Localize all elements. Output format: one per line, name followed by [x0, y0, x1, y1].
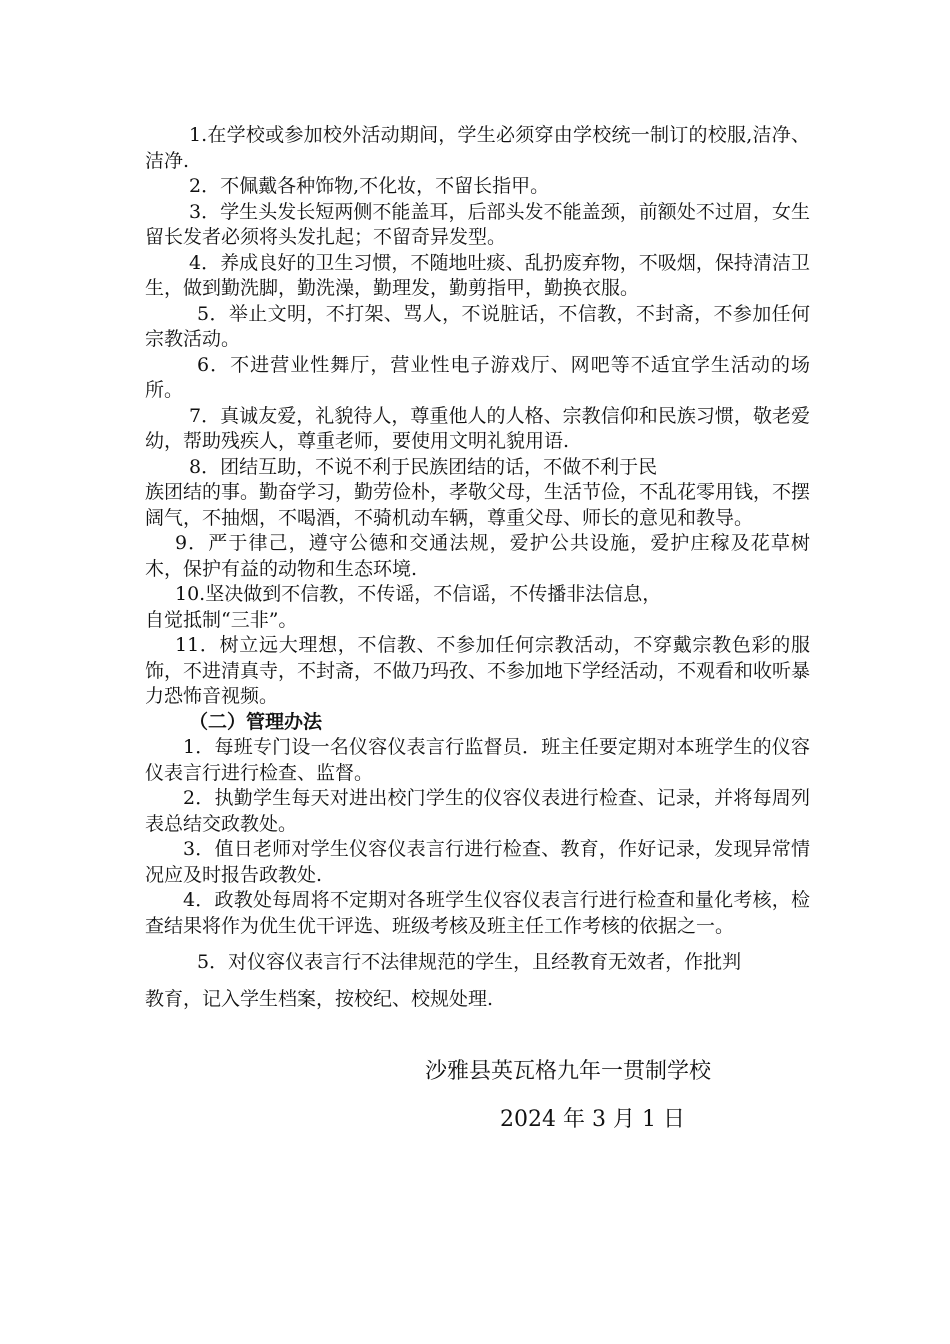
rule-1: 1.在学校或参加校外活动期间，学生必须穿由学校统一制订的校服,洁净、洁净.	[145, 124, 810, 172]
rule-11: 11．树立远大理想，不信教、不参加任何宗教活动，不穿戴宗教色彩的服饰，不进清真寺，不封斋，不做乃玛孜、不参加地下学经活动，不观看和收听暴力恐怖音视频。	[145, 634, 811, 707]
rule-3: 3．学生头发长短两侧不能盖耳，后部头发不能盖颈，前额处不过眉，女生留长发者必须将头发扎起；不留奇异发型。	[145, 200, 810, 248]
spacer	[145, 939, 810, 950]
document-date: 2024 年 3 月 1 日	[500, 1107, 685, 1132]
rule-4: 4．养成良好的卫生习惯，不随地吐痰、乱扔废弃物，不吸烟，保持清洁卫生，做到勤洗脚，勤洗澡，勤理发，勤剪指甲，勤换衣服。	[145, 251, 810, 299]
rule-8-continuation: 族团结的事。勤奋学习，勤劳俭朴，孝敬父母，生活节俭，不乱花零用钱，不摆阔气，不抽烟，不喝酒，不骑机动车辆，尊重父母、师长的意见和教导。	[145, 481, 811, 529]
management-item-1: 1．每班专门设一名仪容仪表言行监督员．班主任要定期对本班学生的仪容仪表言行进行检查、监督。	[145, 736, 810, 784]
management-item-5-line-1: 5．对仪容仪表言行不法律规范的学生，且经教育无效者，作批判	[197, 951, 742, 973]
rule-10-continuation: 自觉抵制“三非”。	[145, 608, 298, 631]
management-item-2: 2．执勤学生每天对进出校门学生的仪容仪表进行检查、记录，并将每周列表总结交政教处。	[145, 787, 810, 835]
rule-9: 9．严于律己，遵守公德和交通法规，爱护公共设施，爱护庄稼及花草树木，保护有益的动物和生态环境.	[145, 532, 810, 580]
rule-2: 2．不佩戴各种饰物,不化妆，不留长指甲。	[189, 175, 550, 197]
rule-7: 7．真诚友爱，礼貌待人，尊重他人的人格、宗教信仰和民族习惯，敬老爱幼，帮助残疾人，尊重老师，要使用文明礼貌用语.	[145, 404, 810, 452]
spacer	[145, 976, 810, 987]
document-body	[145, 123, 810, 1012]
management-item-4: 4．政教处每周将不定期对各班学生仪容仪表言行进行检查和量化考核，检查结果将作为优生优干评选、班级考核及班主任工作考核的依据之一。	[145, 889, 810, 937]
management-item-5-continuation: 教育，记入学生档案，按校纪、校规处理.	[145, 987, 494, 1010]
rule-10-line-1: 10.坚决做到不信教，不传谣，不信谣，不传播非法信息，	[175, 583, 662, 605]
management-item-3: 3．值日老师对学生仪容仪表言行进行检查、教育，作好记录，发现异常情况应及时报告政教处.	[145, 838, 810, 886]
rule-6: 6．不进营业性舞厅，营业性电子游戏厅、网吧等不适宜学生活动的场所。	[145, 353, 810, 401]
school-signature: 沙雅县英瓦格九年一贯制学校	[425, 1059, 712, 1084]
management-heading: （二）管理办法	[189, 710, 323, 733]
rule-8-line-1: 8．团结互助，不说不利于民族团结的话，不做不利于民	[189, 455, 658, 478]
rule-5: 5．举止文明，不打架、骂人，不说脏话，不信教，不封斋，不参加任何宗教活动。	[145, 302, 810, 350]
